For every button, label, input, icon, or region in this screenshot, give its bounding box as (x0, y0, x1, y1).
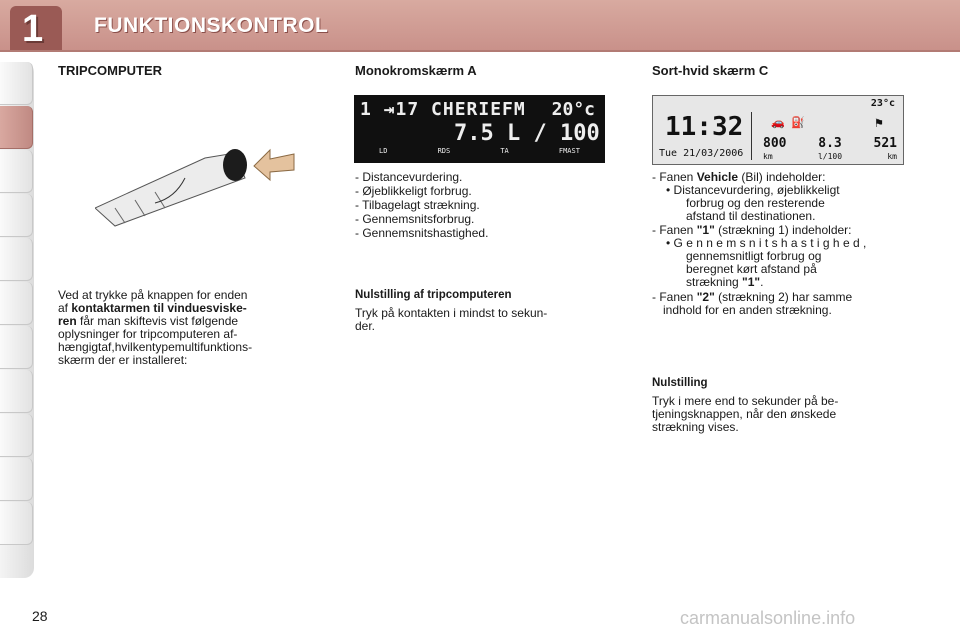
bullet-continuation: forbrug og den resterende (686, 196, 825, 210)
sidebar-tab[interactable] (0, 238, 33, 281)
bullet-continuation: gennemsnitligt forbrug og (686, 249, 822, 263)
bullet-line: • Distancevurdering, øjeblikkeligt (666, 183, 840, 197)
display-values (763, 136, 897, 151)
bold-term: kontaktarmen til vinduesviske- (71, 301, 247, 315)
tab-2-continuation: indhold for en anden strækning. (663, 303, 832, 317)
list-item: - Gennemsnitsforbrug. (355, 212, 475, 226)
display-date: Tue 21/03/2006 (659, 148, 744, 159)
display-tab-divider (751, 112, 760, 160)
list-item: - Distancevurdering. (355, 170, 463, 184)
list-item: - Øjeblikkeligt forbrug. (355, 184, 472, 198)
display-unit: l/100 (817, 152, 843, 161)
sidebar-tab[interactable] (0, 194, 33, 237)
reset-line-2: tjeningsknappen, når den ønskede (652, 407, 837, 421)
bullet-continuation: afstand til destinationen. (686, 209, 816, 223)
bold-term: Vehicle (696, 170, 739, 184)
display-unit: km (763, 152, 773, 161)
sidebar-tab[interactable] (0, 370, 33, 413)
display-label: RDS (437, 147, 451, 155)
display-labels (354, 147, 605, 155)
car-icon: 🚗 ⛽ (771, 116, 806, 129)
tab-1-line: - Fanen "1" (strækning 1) indeholder: (652, 223, 852, 237)
reset-heading-trip: Nulstilling af tripcomputeren (355, 289, 512, 301)
display-value: 8.3 (818, 136, 842, 151)
bullet-line: • G e n n e m s n i t s h a s t i g h e d , (666, 236, 867, 250)
reset-heading: Nulstilling (652, 377, 708, 389)
page-number: 28 (32, 608, 48, 624)
intro-line-4: oplysninger for tripcomputeren af- (58, 327, 238, 341)
display-label: TA (500, 147, 509, 155)
mono-display-list (355, 170, 488, 240)
sidebar-tab[interactable] (0, 458, 33, 501)
chapter-sidebar (0, 62, 34, 578)
chapter-number: 1 (22, 8, 44, 50)
sidebar-tab[interactable] (0, 282, 33, 325)
display-consumption: 7.5 L / 100 (454, 121, 600, 146)
display-unit: km (887, 152, 897, 161)
display-value: 800 (763, 136, 787, 151)
bw-display-c (652, 95, 904, 165)
tab-2-line: - Fanen "2" (strækning 2) har samme (652, 290, 853, 304)
display-clock: 11:32 (665, 112, 744, 142)
bold-term: "1" (696, 223, 715, 237)
bullet-continuation: beregnet kørt afstand på (686, 262, 817, 276)
sidebar-tab-active[interactable] (0, 106, 33, 149)
list-item: - Gennemsnitshastighed. (355, 226, 489, 240)
sidebar-tab[interactable] (0, 414, 33, 457)
bold-term: "2" (696, 290, 715, 304)
sidebar-tab[interactable] (0, 62, 33, 105)
tab-vehicle-line: - Fanen Vehicle (Bil) indeholder: (652, 170, 826, 184)
display-label: FMAST (558, 147, 580, 155)
bold-term: "1" (742, 275, 761, 289)
reset-line-1: Tryk i mere end to sekunder på be- (652, 394, 839, 408)
page-title: FUNKTIONSKONTROL (94, 14, 329, 37)
display-temperature: 20°c (551, 99, 595, 120)
display-units (763, 152, 897, 161)
section-heading-bw: Sort-hvid skærm C (652, 63, 769, 78)
watermark: carmanualsonline.info (680, 608, 856, 628)
section-heading-mono: Monokromskærm A (355, 63, 477, 78)
reset-line-1: Tryk på kontakten i mindst to sekun- (355, 306, 548, 320)
section-heading-tripcomputer: TRIPCOMPUTER (58, 63, 162, 78)
intro-line-1: Ved at trykke på knappen for enden (58, 288, 248, 302)
intro-line-2: af kontaktarmen til vinduesviske- (58, 301, 247, 315)
arrow-left-icon (252, 146, 296, 182)
display-label: LD (379, 147, 388, 155)
bold-term: ren (58, 314, 77, 328)
sidebar-tab[interactable] (0, 502, 33, 545)
reset-line-2: der. (355, 319, 376, 333)
display-radio-text: 1 ⇥17 CHERIEFM (360, 99, 526, 120)
display-temperature: 23°c (870, 98, 895, 109)
reset-line-3: strækning vises. (652, 420, 739, 434)
list-item: - Tilbagelagt strækning. (355, 198, 480, 212)
intro-line-3: ren får man skiftevis vist følgende (58, 314, 239, 328)
sidebar-tab[interactable] (0, 150, 33, 193)
flag-icon: ⚑ (875, 116, 883, 131)
intro-line-5: hængigtaf,hvilkentypemultifunktions- (58, 340, 253, 354)
display-value: 521 (873, 136, 897, 151)
header-divider (0, 50, 960, 52)
monochrome-display-a (354, 95, 605, 163)
sidebar-tab[interactable] (0, 326, 33, 369)
intro-line-6: skærm der er installeret: (58, 353, 188, 367)
bullet-continuation: strækning "1". (686, 275, 764, 289)
